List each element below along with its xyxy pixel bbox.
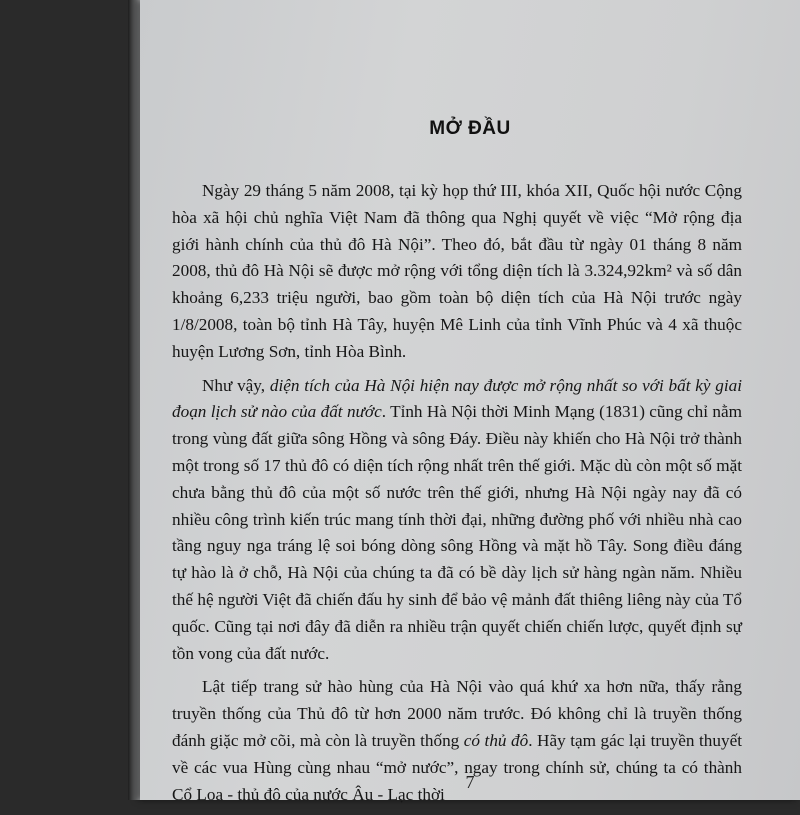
paragraph-1 bbox=[172, 178, 742, 366]
chapter-heading: MỞ ĐẦU bbox=[429, 118, 511, 139]
body-text bbox=[172, 178, 742, 815]
paragraph-2 bbox=[172, 373, 742, 668]
page-number: 7 bbox=[465, 772, 475, 792]
paragraph-2-text-rest: . Tỉnh Hà Nội thời Minh Mạng (1831) cũng chỉ nằm trong vùng đất giữa sông Hồng và sông Đáy. Điều này khiến cho Hà Nội trở thành một trong số 17 thủ đô có diện tích rộng nhất trên thế giới. Mặc dù còn một số mặt chưa bằng thủ đô của một số nước trên thế giới, nhưng Hà Nội ngày nay đã có nhiều công trình kiến trúc mang tính thời đại, những đường phố với nhiều nhà cao tầng nguy nga tráng lệ soi bóng dòng sông Hồng và mặt hồ Tây. Song điều đáng tự hào là ở chỗ, Hà Nội của chúng ta đã có bề dày lịch sử hàng ngàn năm. Nhiều thế hệ người Việt đã chiến đấu hy sinh để bảo vệ mảnh đất thiêng liêng này của Tổ quốc. Cũng tại nơi đây đã diễn ra nhiều trận quyết chiến chiến lược, quyết định sự tồn vong của đất nước. bbox=[172, 402, 742, 663]
paragraph-3-text-rest: . Hãy tạm gác lại truyền thuyết về các vua Hùng cùng nhau “mở nước”, ngay trong chính sử, chúng ta có thành Cổ Loa - thủ đô của nước Âu - Lạc thời bbox=[172, 730, 742, 804]
paragraph-2-text-start: Như vậy, bbox=[202, 375, 270, 395]
paragraph-3-italic-phrase: có thủ đô bbox=[463, 730, 529, 750]
paragraph-1-text: Ngày 29 tháng 5 năm 2008, tại kỳ họp thứ III, khóa XII, Quốc hội nước Cộng hòa xã hội chủ nghĩa Việt Nam đã thông qua Nghị quyết về việc “Mở rộng địa giới hành chính của thủ đô Hà Nội”. Theo đó, bắt đầu từ ngày 01 tháng 8 năm 2008, thủ đô Hà Nội sẽ được mở rộng với tổng diện tích là 3.324,92km² và số dân khoảng 6,233 triệu người, bao gồm toàn bộ diện tích của Hà Nội trước ngày 1/8/2008, toàn bộ tỉnh Hà Tây, huyện Mê Linh của tỉnh Vĩnh Phúc và 4 xã thuộc huyện Lương Sơn, tỉnh Hòa Bình. bbox=[172, 181, 742, 361]
paragraph-3-text-start: Lật tiếp trang sử hào hùng của Hà Nội vào quá khứ xa hơn nữa, thấy rằng truyền thống của Thủ đô từ hơn 2000 năm trước. Đó không chỉ là truyền thống đánh giặc mở cõi, mà còn là truyền thống bbox=[172, 677, 742, 750]
paragraph-2-italic-phrase: diện tích của Hà Nội hiện nay được mở rộng nhất so với bất kỳ giai đoạn lịch sử nào của đất nước bbox=[172, 375, 742, 422]
